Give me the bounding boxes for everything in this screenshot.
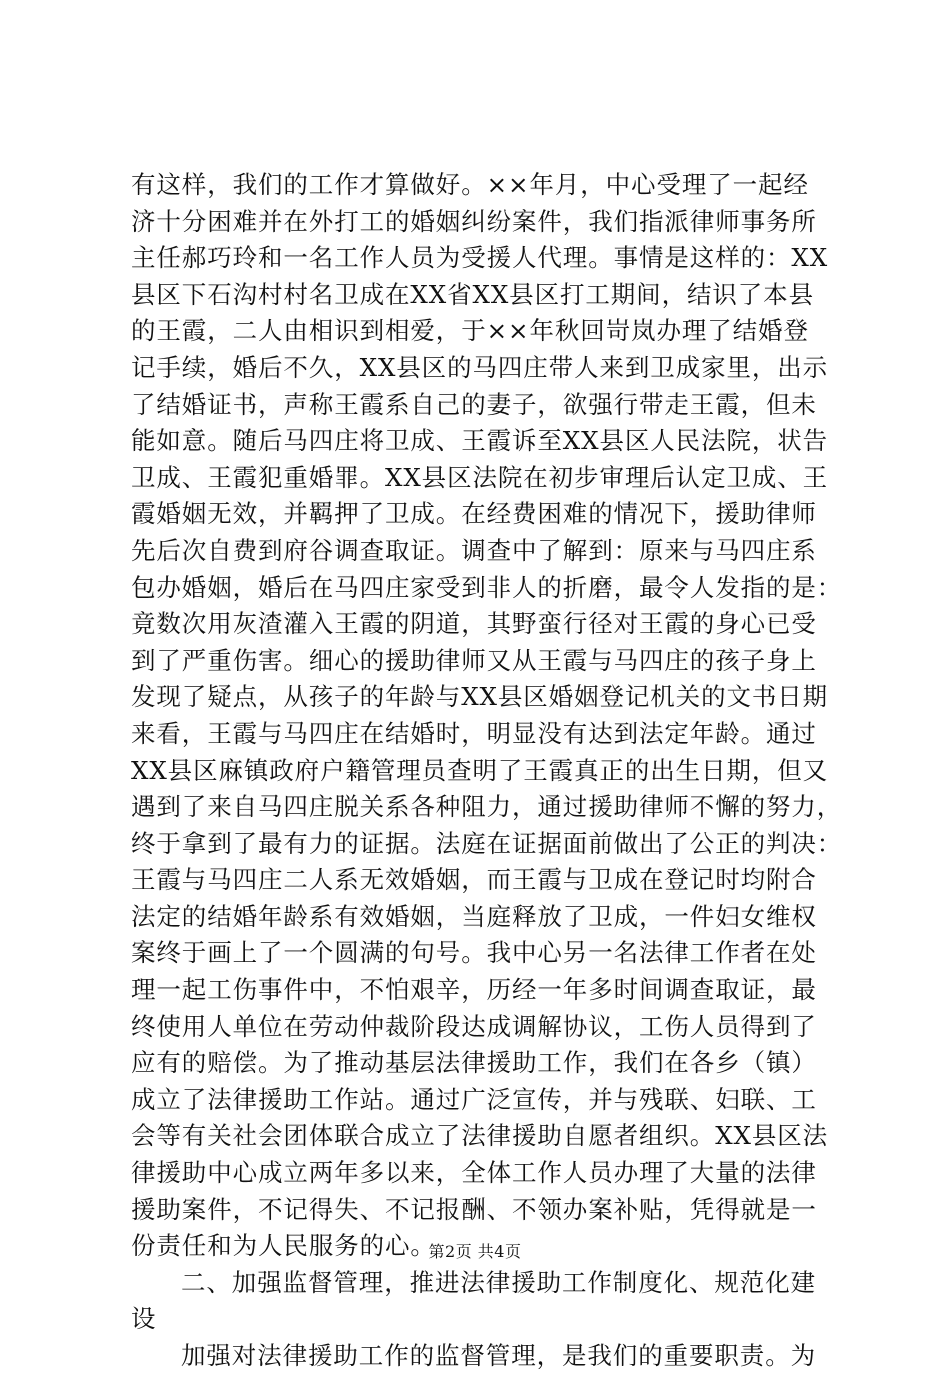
text-line: 发现了疑点，从孩子的年龄与XX县区婚姻登记机关的文书日期 (131, 682, 829, 712)
text-line: 理一起工伤事件中，不怕艰辛，历经一年多时间调查取证，最 (131, 975, 817, 1005)
text-line: 了结婚证书，声称王霞系自己的妻子，欲强行带走王霞，但未 (131, 389, 817, 419)
text-line: 遇到了来自马四庄脱关系各种阻力，通过援助律师不懈的努力， (131, 792, 843, 822)
text-line: 成立了法律援助工作站。通过广泛宣传，并与残联、妇联、工 (131, 1084, 817, 1114)
text-line: 法定的结婚年龄系有效婚姻，当庭释放了卫成，一件妇女维权 (131, 901, 817, 931)
text-line: 律援助中心成立两年多以来，全体工作人员办理了大量的法律 (131, 1158, 817, 1188)
text-line: 记手续，婚后不久，XX县区的马四庄带人来到卫成家里，出示 (131, 352, 829, 382)
text-line: 济十分困难并在外打工的婚姻纠纷案件，我们指派律师事务所 (131, 206, 817, 236)
text-line: 案终于画上了一个圆满的句号。我中心另一名法律工作者在处 (131, 938, 817, 968)
text-line: 包办婚姻，婚后在马四庄家受到非人的折磨，最令人发指的是： (131, 572, 843, 602)
text-line: 会等有关社会团体联合成立了法律援助自愿者组织。XX县区法 (131, 1121, 829, 1151)
page-number-footer: 第2页 共4页 (428, 1242, 522, 1261)
text-line: XX县区麻镇政府户籍管理员查明了王霞真正的出生日期，但又 (131, 755, 829, 785)
text-line: 份责任和为人民服务的心。 (131, 1231, 436, 1261)
text-line: 到了严重伤害。细心的援助律师又从王霞与马四庄的孩子身上 (131, 645, 817, 675)
text-line: 来看，王霞与马四庄在结婚时，明显没有达到法定年龄。通过 (131, 718, 817, 748)
text-line: 县区下石沟村村名卫成在XX省XX县区打工期间，结识了本县 (131, 279, 814, 309)
text-line: 王霞与马四庄二人系无效婚姻，而王霞与卫成在登记时均附合 (131, 865, 817, 895)
text-line: 主任郝巧玲和一名工作人员为受援人代理。事情是这样的：XX (131, 243, 829, 273)
text-line: 援助案件，不记得失、不记报酬、不领办案补贴，凭得就是一 (131, 1194, 817, 1224)
text-line: 竟数次用灰渣灌入王霞的阴道，其野蛮行径对王霞的身心已受 (131, 609, 817, 639)
text-line: 终于拿到了最有力的证据。法庭在证据面前做出了公正的判决： (131, 828, 843, 858)
text-line: 应有的赔偿。为了推动基层法律援助工作，我们在各乡（镇） (131, 1048, 817, 1078)
text-line: 能如意。随后马四庄将卫成、王霞诉至XX县区人民法院，状告 (131, 426, 829, 456)
section-heading-continuation: 设 (131, 1304, 157, 1334)
text-line: 有这样，我们的工作才算做好。××年月，中心受理了一起经 (131, 170, 809, 199)
text-line: 加强对法律援助工作的监督管理，是我们的重要职责。为 (181, 1341, 816, 1370)
text-line: 终使用人单位在劳动仲裁阶段达成调解协议，工伤人员得到了 (131, 1011, 817, 1041)
text-line: 先后次自费到府谷调查取证。调查中了解到：原来与马四庄系 (131, 535, 817, 565)
text-line: 卫成、王霞犯重婚罪。XX县区法院在初步审理后认定卫成、王 (131, 462, 829, 492)
text-line: 霞婚姻无效，并羁押了卫成。在经费困难的情况下，援助律师 (131, 499, 817, 529)
text-line: 的王霞，二人由相识到相爱，于××年秋回岢岚办理了结婚登 (131, 316, 809, 346)
body-text (131, 167, 843, 1375)
section-heading: 二、加强监督管理，推进法律援助工作制度化、规范化建 (181, 1267, 816, 1297)
